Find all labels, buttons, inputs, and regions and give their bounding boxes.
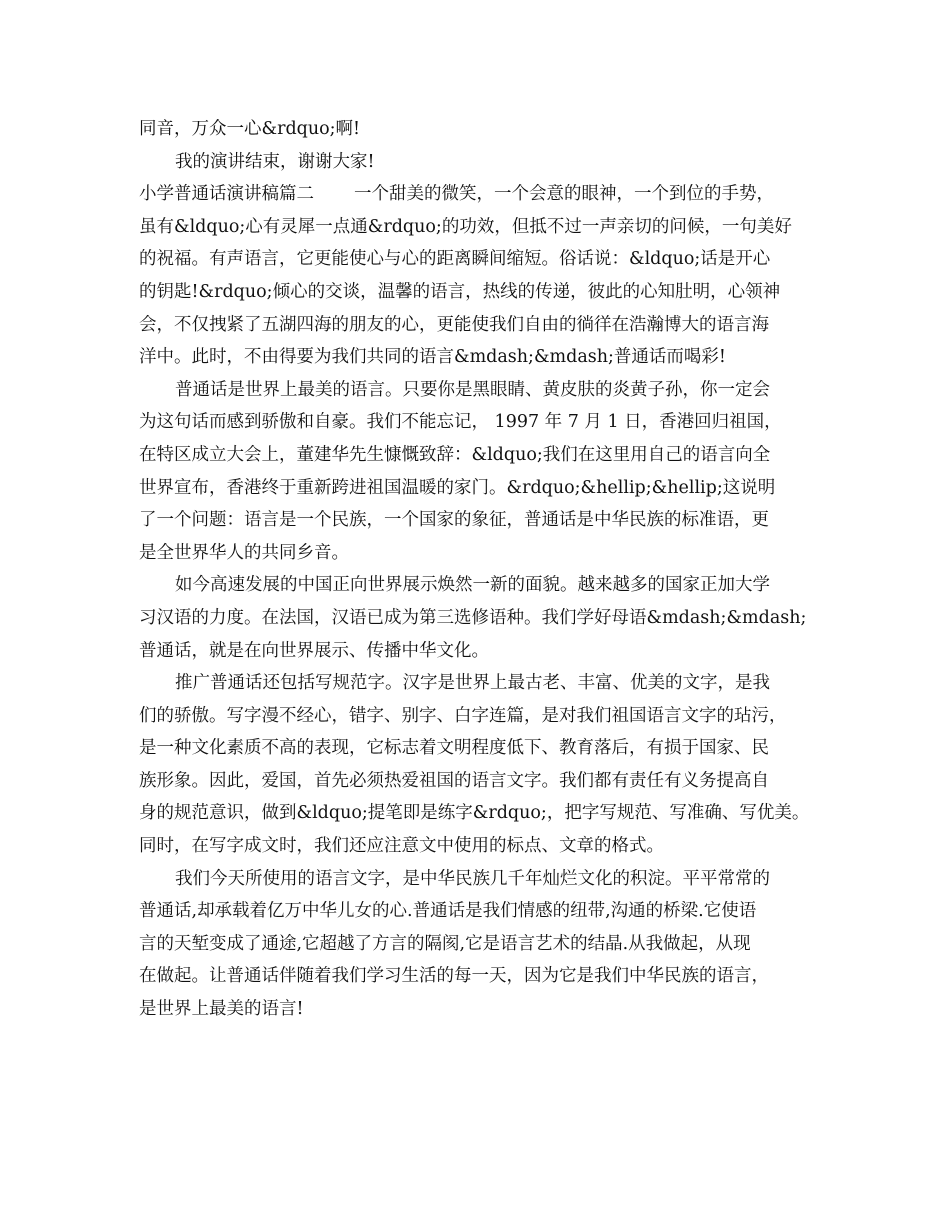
line-text: 我们今天所使用的语言文字，是中华民族几千年灿烂文化的积淀。平平常常的: [175, 868, 770, 889]
text-line: [139, 732, 829, 765]
text-line: [139, 667, 829, 700]
text-line: [139, 635, 829, 668]
text-line: [139, 309, 829, 342]
line-text: 会，不仅拽紧了五湖四海的朋友的心，更能使我们自由的徜徉在浩瀚博大的语言海: [139, 314, 769, 335]
text-line: [139, 863, 829, 896]
text-line: [139, 960, 829, 993]
line-text: 们的骄傲。写字漫不经心，错字、别字、白字连篇，是对我们祖国语言文字的玷污，: [139, 705, 787, 726]
line-text: 在特区成立大会上，董建华先生慷慨致辞：&ldquo;我们在这里用自己的语言向全: [139, 444, 771, 465]
line-text: 是世界上最美的语言!: [139, 999, 304, 1020]
text-line: [139, 472, 829, 505]
text-line: [139, 602, 829, 635]
line-text: 洋中。此时，不由得要为我们共同的语言&mdash;&mdash;普通话而喝彩!: [139, 347, 726, 368]
text-line: [139, 276, 829, 309]
line-text: 的祝福。有声语言，它更能使心与心的距离瞬间缩短。俗话说：&ldquo;话是开心: [139, 249, 771, 270]
text-line: [139, 765, 829, 798]
text-line: [139, 928, 829, 961]
text-line: [139, 113, 829, 146]
line-text: 同时，在写字成文时，我们还应注意文中使用的标点、文章的格式。: [139, 836, 664, 857]
line-text: 是一种文化素质不高的表现，它标志着文明程度低下、教育落后，有损于国家、民: [139, 738, 769, 759]
line-text: 虽有&ldquo;心有灵犀一点通&rdquo;的功效，但抵不过一声亲切的问候，一句美好: [139, 216, 792, 237]
section-heading: 小学普通话演讲稿篇二: [139, 184, 314, 205]
line-text: 言的天堑变成了通途,它超越了方言的隔阂,它是语言艺术的结晶.从我做起，从现: [139, 933, 751, 954]
line-text: 一个甜美的微笑，一个会意的眼神，一个到位的手势，: [354, 184, 774, 205]
line-text: 普通话是世界上最美的语言。只要你是黑眼睛、黄皮肤的炎黄子孙，你一定会: [175, 379, 770, 400]
text-line: [139, 243, 829, 276]
document-body: [139, 113, 829, 1026]
line-text: 世界宣布，香港终于重新跨进祖国温暖的家门。&rdquo;&hellip;&hellip;这说明: [139, 477, 776, 498]
line-text: 的钥匙!&rdquo;倾心的交谈，温馨的语言，热线的传递，彼此的心知肚明，心领神: [139, 281, 781, 302]
line-text: 习汉语的力度。在法国，汉语已成为第三选修语种。我们学好母语&mdash;&mdash;: [139, 607, 807, 628]
text-line: [139, 569, 829, 602]
text-line: [139, 700, 829, 733]
line-text: 为这句话而感到骄傲和自豪。我们不能忘记， 1997 年 7 月 1 日，香港回归祖国，: [139, 412, 782, 433]
text-line: [139, 504, 829, 537]
line-text: 是全世界华人的共同乡音。: [139, 542, 349, 563]
line-text: 同音，万众一心&rdquo;啊!: [139, 119, 361, 139]
line-text: 我的演讲结束，谢谢大家!: [175, 151, 375, 172]
line-text: 如今高速发展的中国正向世界展示焕然一新的面貌。越来越多的国家正加大学: [175, 575, 770, 596]
line-text: 身的规范意识，做到&ldquo;提笔即是练字&rdquo;，把字写规范、写准确、写优美。: [139, 803, 810, 824]
text-line: [139, 830, 829, 863]
text-line: [139, 797, 829, 830]
text-line: [139, 537, 829, 570]
text-line: [139, 341, 829, 374]
line-text: 在做起。让普通话伴随着我们学习生活的每一天，因为它是我们中华民族的语言，: [139, 966, 769, 987]
line-text: 普通话,却承载着亿万中华儿女的心.普通话是我们情感的纽带,沟通的桥梁.它使语: [139, 901, 757, 922]
line-text: 普通话，就是在向世界展示、传播中华文化。: [139, 640, 489, 661]
text-line: [139, 993, 829, 1026]
text-line: [139, 374, 829, 407]
text-line: [139, 211, 829, 244]
text-line: [139, 146, 829, 179]
text-line: [139, 439, 829, 472]
text-line: [139, 406, 829, 439]
line-text: 族形象。因此，爱国，首先必须热爱祖国的语言文字。我们都有责任有义务提高自: [139, 770, 769, 791]
line-text: 推广普通话还包括写规范字。汉字是世界上最古老、丰富、优美的文字，是我: [175, 673, 770, 694]
text-line: [139, 178, 829, 211]
text-line: [139, 895, 829, 928]
line-text: 了一个问题：语言是一个民族，一个国家的象征，普通话是中华民族的标准语，更: [139, 510, 769, 531]
